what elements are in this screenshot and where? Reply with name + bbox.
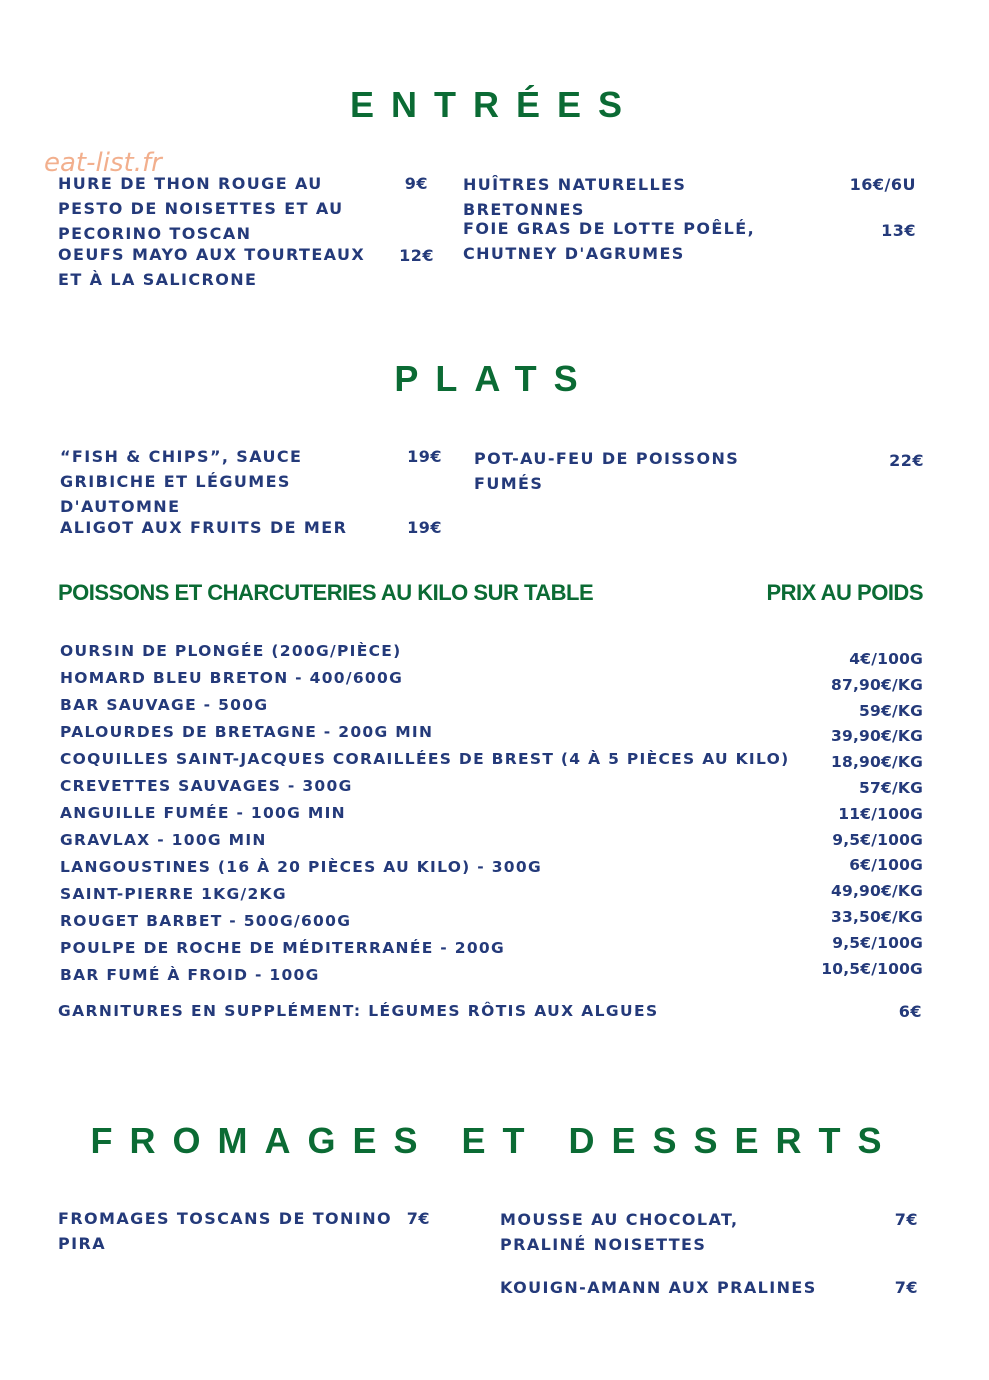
kilo-item-list <box>60 638 790 989</box>
kilo-price-list <box>723 646 923 981</box>
kilo-item: ANGUILLE FUMÉE - 100G MIN <box>60 804 346 822</box>
garniture-price: 6€ <box>898 1002 922 1021</box>
kilo-item: POULPE DE ROCHE DE MÉDITERRANÉE - 200G <box>60 939 506 957</box>
menu-item-price: 7€ <box>894 1278 918 1297</box>
kilo-price: 9,5€/100G <box>832 933 923 952</box>
menu-item-name: HUÎTRES NATURELLES BRETONNES <box>463 175 687 219</box>
section-title-entrees: ENTRÉES <box>349 84 640 125</box>
kilo-item: BAR FUMÉ À FROID - 100G <box>60 966 320 984</box>
kilo-item: CREVETTES SAUVAGES - 300G <box>60 777 353 795</box>
section-title-desserts: FROMAGES ET DESSERTS <box>90 1120 899 1161</box>
menu-item-name: HURE DE THON ROUGE AU PESTO DE NOISETTES ET AU PECORINO TOSCAN <box>58 174 344 243</box>
kilo-price: 39,90€/KG <box>830 727 923 746</box>
kilo-price: 49,90€/KG <box>830 882 923 901</box>
menu-item-price: 19€ <box>407 447 442 466</box>
menu-item-price: 22€ <box>889 451 924 470</box>
kilo-price: 10,5€/100G <box>821 959 923 978</box>
menu-item-price: 7€ <box>894 1210 918 1229</box>
kilo-price: 59€/KG <box>859 701 923 720</box>
menu-item-name: FROMAGES TOSCANS DE TONINO PIRA <box>58 1209 392 1253</box>
menu-item-price: 16€/6U <box>849 175 916 194</box>
kilo-item: BAR SAUVAGE - 500G <box>60 696 269 714</box>
kilo-item: COQUILLES SAINT-JACQUES CORAILLÉES DE BREST (4 À 5 PIÈCES AU KILO) <box>60 750 790 768</box>
section-title-plats: PLATS <box>394 358 595 399</box>
kilo-price: 57€/KG <box>859 778 923 797</box>
kilo-price: 33,50€/KG <box>830 907 923 926</box>
kilo-item: LANGOUSTINES (16 À 20 PIÈCES AU KILO) - 300G <box>60 858 542 876</box>
kilo-item: HOMARD BLEU BRETON - 400/600G <box>60 669 404 687</box>
menu-item-name: “FISH & CHIPS”, SAUCE GRIBICHE ET LÉGUMES D'AUTOMNE <box>60 447 303 516</box>
kilo-price: 6€/100G <box>849 856 923 875</box>
menu-item-name: KOUIGN-AMANN AUX PRALINES <box>500 1278 817 1297</box>
kilo-price: 18,90€/KG <box>830 753 923 772</box>
menu-item-price: 13€ <box>881 221 916 240</box>
kilo-item: OURSIN DE PLONGÉE (200G/PIÈCE) <box>60 642 402 660</box>
menu-item-name: ALIGOT AUX FRUITS DE MER <box>60 518 348 537</box>
menu-item-price: 19€ <box>407 518 442 537</box>
kilo-item: PALOURDES DE BRETAGNE - 200G MIN <box>60 723 434 741</box>
menu-item-name: OEUFS MAYO AUX TOURTEAUX ET À LA SALICRONE <box>58 245 366 289</box>
kilo-heading: POISSONS ET CHARCUTERIES AU KILO SUR TABLE <box>58 580 594 605</box>
garniture-name: GARNITURES EN SUPPLÉMENT: LÉGUMES RÔTIS AUX ALGUES <box>58 1002 659 1020</box>
kilo-price-heading: PRIX AU POIDS <box>766 580 923 605</box>
menu-item-price: 9€ <box>404 174 428 193</box>
kilo-item: GRAVLAX - 100G MIN <box>60 831 267 849</box>
kilo-price: 4€/100G <box>849 650 923 668</box>
menu-item-name: POT-AU-FEU DE POISSONS FUMÉS <box>474 449 740 493</box>
menu-item-name: MOUSSE AU CHOCOLAT, PRALINÉ NOISETTES <box>500 1210 739 1254</box>
kilo-item: ROUGET BARBET - 500G/600G <box>60 912 352 930</box>
watermark: eat-list.fr <box>44 148 162 178</box>
menu-item-price: 12€ <box>399 246 434 265</box>
kilo-price: 9,5€/100G <box>832 830 923 849</box>
menu-item-name: FOIE GRAS DE LOTTE POÊLÉ, CHUTNEY D'AGRUMES <box>463 219 756 263</box>
kilo-item: SAINT-PIERRE 1KG/2KG <box>60 885 287 903</box>
menu-item-price: 7€ <box>406 1209 430 1228</box>
kilo-price: 11€/100G <box>838 804 923 823</box>
kilo-price: 87,90€/KG <box>830 675 923 694</box>
